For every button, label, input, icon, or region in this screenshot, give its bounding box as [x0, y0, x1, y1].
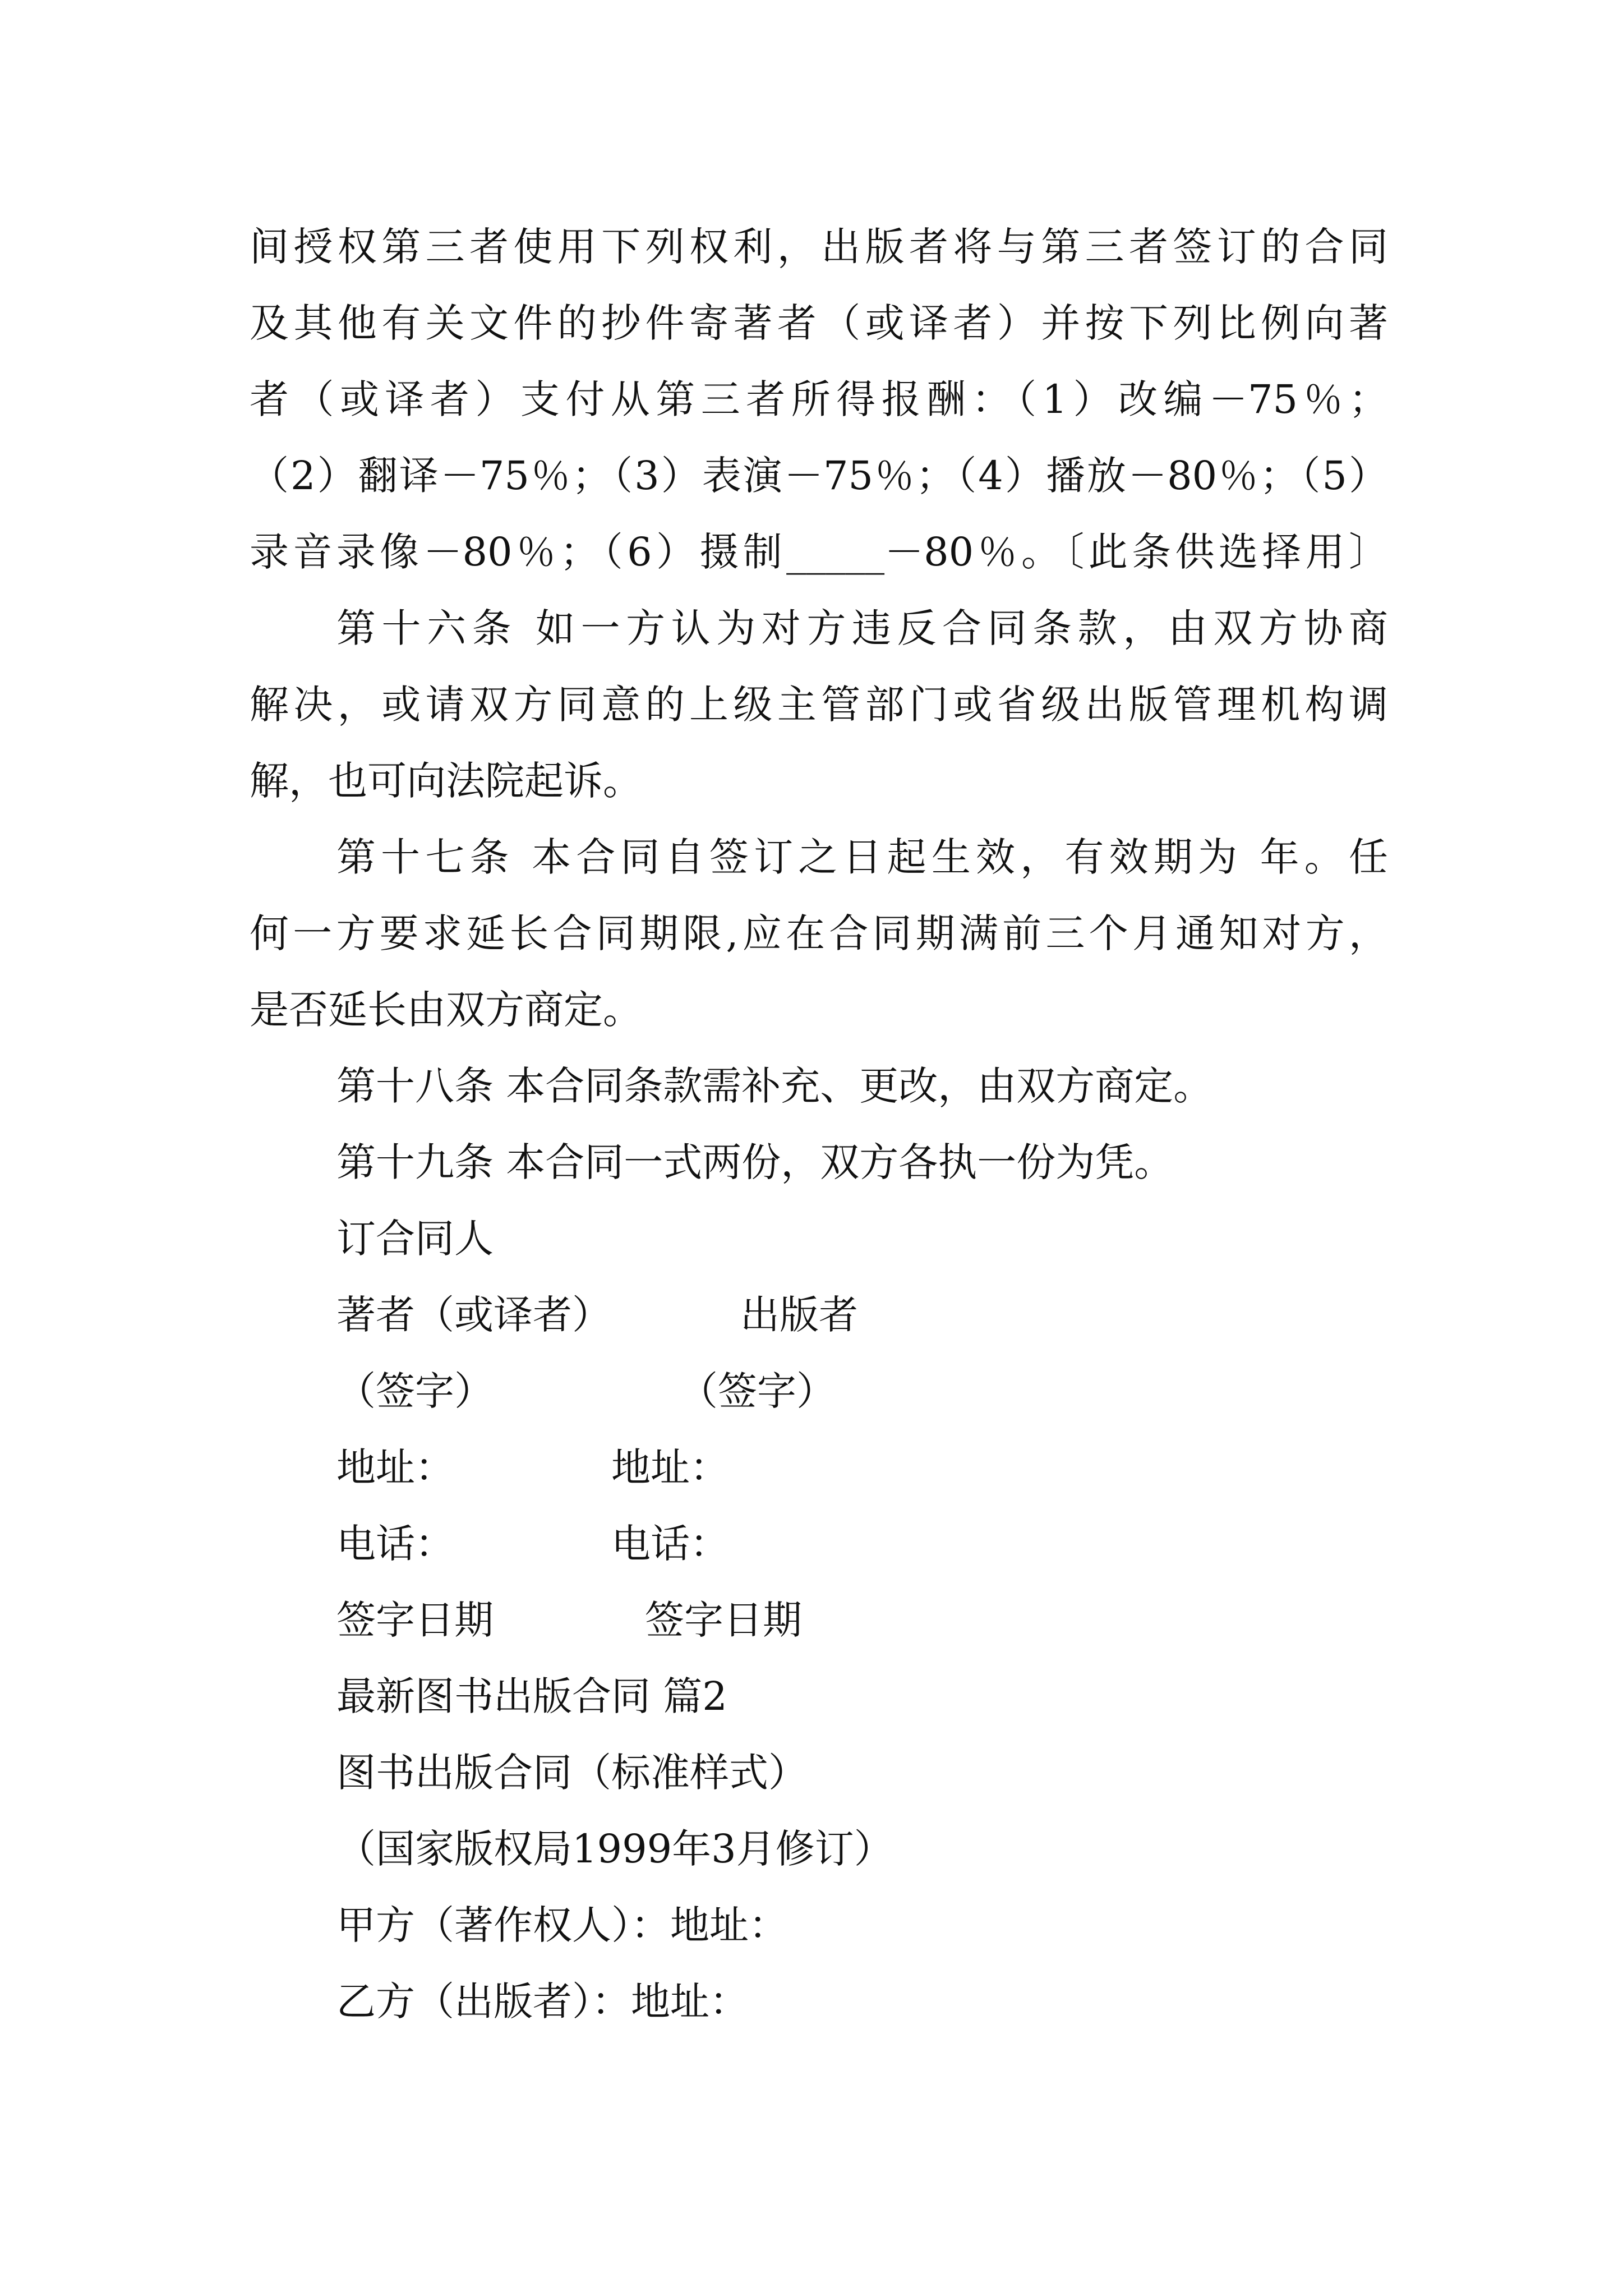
article-16-line-3: 解，也可向法院起诉。 — [250, 758, 642, 804]
paragraph-15-line-3: 者（或译者）支付从第三者所得报酬：（1）改编－75％； — [250, 376, 1388, 422]
paragraph-15-line-5: 录音录像－80％；（6）摄制_____－80％。〔此条供选择用〕 — [250, 529, 1388, 575]
address-label-left: 地址： — [336, 1444, 454, 1490]
article-16-line-1: 第十六条 如一方认为对方违反合同条款，由双方协商 — [336, 605, 1388, 651]
parties-row — [250, 1277, 1388, 1353]
article-17-line-1: 第十七条 本合同自签订之日起生效，有效期为 年。任 — [336, 834, 1388, 880]
party-publisher-label: 出版者 — [740, 1292, 858, 1338]
signature-label-left: （签字） — [336, 1368, 494, 1414]
signature-row — [250, 1353, 1388, 1429]
contract-text — [250, 209, 1388, 2040]
paragraph-15-line-1: 间授权第三者使用下列权利，出版者将与第三者签订的合同 — [250, 224, 1388, 270]
paragraph-15-line-4: （2）翻译－75％；（3）表演－75％；（4）播放－80％；（5） — [250, 453, 1388, 499]
section-title: 最新图书出版合同 篇2 — [336, 1673, 727, 1719]
phone-row — [250, 1506, 1388, 1582]
address-row — [250, 1429, 1388, 1506]
article-16-line-2: 解决，或请双方同意的上级主管部门或省级出版管理机构调 — [250, 682, 1388, 728]
paragraph-15-line-2: 及其他有关文件的抄件寄著者（或译者）并按下列比例向著 — [250, 300, 1388, 346]
article-17-line-3: 是否延长由双方商定。 — [250, 987, 642, 1033]
party-author-label: 著者（或译者） — [336, 1292, 611, 1338]
contract-title: 图书出版合同（标准样式） — [336, 1750, 808, 1796]
signature-label-right: （签字） — [679, 1368, 836, 1414]
party-b: 乙方（出版者）：地址： — [336, 1978, 749, 2024]
party-a: 甲方（著作权人）：地址： — [336, 1902, 788, 1948]
contract-revision: （国家版权局1999年3月修订） — [336, 1826, 893, 1872]
article-18: 第十八条 本合同条款需补充、更改，由双方商定。 — [336, 1063, 1213, 1109]
article-19: 第十九条 本合同一式两份，双方各执一份为凭。 — [336, 1139, 1174, 1185]
signatories-heading: 订合同人 — [336, 1216, 494, 1262]
phone-label-right: 电话： — [611, 1521, 729, 1567]
phone-label-left: 电话： — [336, 1521, 454, 1567]
address-label-right: 地址： — [611, 1444, 729, 1490]
sign-date-row — [250, 1582, 1388, 1658]
sign-date-left: 签字日期 — [336, 1597, 494, 1643]
sign-date-right: 签字日期 — [645, 1597, 802, 1643]
article-17-line-2: 何一方要求延长合同期限,应在合同期满前三个月通知对方， — [250, 910, 1388, 956]
